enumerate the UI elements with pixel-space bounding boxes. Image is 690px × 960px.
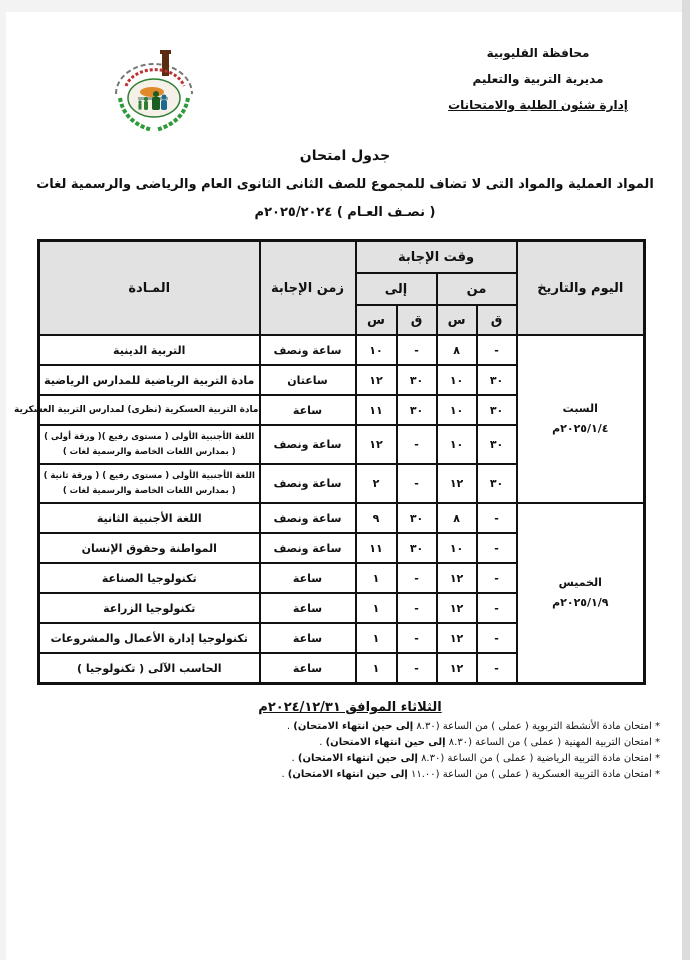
organization-header xyxy=(408,40,668,118)
from-minute: ٣٠ xyxy=(477,395,517,425)
to-minute: ٣٠ xyxy=(397,395,437,425)
table-row xyxy=(39,335,645,365)
note-item xyxy=(40,735,660,751)
subject: اللغة الأجنبية الأولى ( مستوى رفيع )( ورقة أولى ) xyxy=(44,431,255,442)
to-hour: ١٢ xyxy=(356,425,397,464)
duration: ساعة xyxy=(260,623,356,653)
education-logo-icon xyxy=(106,48,202,136)
duration: ساعة ونصف xyxy=(260,533,356,563)
from-minute: ٣٠ xyxy=(477,425,517,464)
subject-note: ( بمدارس اللغات الخاصة والرسمية لغات ) xyxy=(62,446,236,457)
subject: المواطنة وحقوق الإنسان xyxy=(39,533,260,563)
note-text: * امتحان مادة التربية العسكرية ( عملى ) من الساعة (١١.٠٠ xyxy=(407,769,660,780)
header-to: إلى xyxy=(356,273,437,305)
to-hour: ١٢ xyxy=(356,365,397,395)
header-from: من xyxy=(437,273,517,305)
from-hour: ١٠ xyxy=(437,425,477,464)
to-minute: ٣٠ xyxy=(397,365,437,395)
to-hour: ١ xyxy=(356,623,397,653)
practical-exams-notes xyxy=(40,697,660,783)
from-minute: ٣٠ xyxy=(477,365,517,395)
day-date: ٢٠٢٥/١/٤م xyxy=(552,422,609,435)
header-to-hour: س xyxy=(356,305,397,335)
duration: ساعة ونصف xyxy=(260,503,356,533)
subject: الحاسب الآلى ( تكنولوجيا ) xyxy=(39,653,260,684)
to-minute: - xyxy=(397,653,437,684)
from-minute: - xyxy=(477,623,517,653)
to-hour: ١٠ xyxy=(356,335,397,365)
duration: ساعة ونصف xyxy=(260,335,356,365)
from-minute: ٣٠ xyxy=(477,464,517,503)
from-minute: - xyxy=(477,533,517,563)
notes-heading: الثلاثاء الموافق ٢٠٢٤/١٢/٣١م xyxy=(258,700,442,715)
from-minute: - xyxy=(477,503,517,533)
duration: ساعة xyxy=(260,653,356,684)
directorate-name: مديرية التربية والتعليم xyxy=(472,72,604,86)
governorate-name: محافظة القليوبية xyxy=(486,46,590,60)
subject-cell xyxy=(39,425,260,464)
header-duration: زمن الإجابة xyxy=(260,241,356,336)
from-hour: ١٠ xyxy=(437,365,477,395)
header-day-date: اليوم والتاريخ xyxy=(517,241,645,336)
from-hour: ١٠ xyxy=(437,395,477,425)
to-hour: ١ xyxy=(356,593,397,623)
note-text: * امتحان التربية المهنية ( عملى ) من الساعة (٨.٣٠ xyxy=(445,737,660,748)
note-bold: إلى حين انتهاء الامتحان) xyxy=(287,769,408,780)
duration: ساعة ونصف xyxy=(260,425,356,464)
note-bold: إلى حين انتهاء الامتحان) xyxy=(325,737,446,748)
page-edge xyxy=(682,0,690,960)
to-hour: ٢ xyxy=(356,464,397,503)
day-cell-saturday xyxy=(517,335,645,503)
from-hour: ١٢ xyxy=(437,623,477,653)
exam-schedule-table xyxy=(14,239,646,685)
header-to-minute: ق xyxy=(397,305,437,335)
header-subject: المـادة xyxy=(39,241,260,336)
subject: تكنولوجيا إدارة الأعمال والمشروعات xyxy=(39,623,260,653)
from-hour: ٨ xyxy=(437,335,477,365)
from-hour: ١٢ xyxy=(437,593,477,623)
from-hour: ١٢ xyxy=(437,464,477,503)
to-minute: ٣٠ xyxy=(397,503,437,533)
to-minute: - xyxy=(397,623,437,653)
duration: ساعة xyxy=(260,563,356,593)
from-hour: ١٠ xyxy=(437,533,477,563)
to-minute: - xyxy=(397,464,437,503)
duration: ساعة xyxy=(260,395,356,425)
note-bold: إلى حين انتهاء الامتحان) xyxy=(293,721,414,732)
from-hour: ١٢ xyxy=(437,653,477,684)
note-item xyxy=(40,767,660,783)
to-minute: - xyxy=(397,563,437,593)
note-item xyxy=(40,751,660,767)
to-hour: ١ xyxy=(356,653,397,684)
to-minute: - xyxy=(397,425,437,464)
day-name: الخميس xyxy=(558,576,602,589)
note-text: * امتحان مادة الأنشطة التربوية ( عملى ) من الساعة (٨.٣٠ xyxy=(413,721,660,732)
day-date: ٢٠٢٥/١/٩م xyxy=(552,596,609,609)
subject: مادة التربية الرياضية للمدارس الرياضية xyxy=(39,365,260,395)
header-from-hour: س xyxy=(437,305,477,335)
to-hour: ١١ xyxy=(356,395,397,425)
day-cell-thursday xyxy=(517,503,645,684)
subject: اللغة الأجنبية الثانية xyxy=(39,503,260,533)
day-name: السبت xyxy=(562,402,598,415)
from-minute: - xyxy=(477,593,517,623)
duration: ساعة ونصف xyxy=(260,464,356,503)
subject-note: ( بمدارس اللغات الخاصة والرسمية لغات ) xyxy=(62,485,236,496)
from-minute: - xyxy=(477,563,517,593)
note-end: . xyxy=(319,737,326,748)
to-hour: ١١ xyxy=(356,533,397,563)
to-hour: ١ xyxy=(356,563,397,593)
subject: اللغة الأجنبية الأولى ( مستوى رفيع ) ( ورقة ثانية ) xyxy=(43,470,255,481)
subject: التربية الدينية xyxy=(39,335,260,365)
duration: ساعة xyxy=(260,593,356,623)
to-minute: ٣٠ xyxy=(397,533,437,563)
department-name: إدارة شئون الطلبة والامتحانات xyxy=(448,98,628,112)
to-hour: ٩ xyxy=(356,503,397,533)
from-hour: ١٢ xyxy=(437,563,477,593)
note-end: . xyxy=(291,753,298,764)
from-minute: - xyxy=(477,335,517,365)
note-text: * امتحان مادة التربية الرياضية ( عملى ) من الساعة (٨.٣٠ xyxy=(417,753,660,764)
subject: مادة التربية العسكرية (نظرى) لمدارس التربية العسكرية xyxy=(39,395,260,425)
header-answer-time: وقت الإجابة xyxy=(356,241,517,274)
to-minute: - xyxy=(397,593,437,623)
note-end: . xyxy=(281,769,288,780)
note-bold: إلى حين انتهاء الامتحان) xyxy=(297,753,418,764)
to-minute: - xyxy=(397,335,437,365)
document-title: جدول امتحان xyxy=(299,148,391,164)
table-row xyxy=(39,503,645,533)
subject-cell xyxy=(39,464,260,503)
note-item xyxy=(40,719,660,735)
document-subtitle: المواد العملية والمواد التى لا تضاف للمجموع للصف الثانى الثانوى العام والرياضى والرسمية لغات xyxy=(36,177,654,192)
header-from-minute: ق xyxy=(477,305,517,335)
duration: ساعتان xyxy=(260,365,356,395)
note-end: . xyxy=(286,721,294,732)
from-hour: ٨ xyxy=(437,503,477,533)
term-label: ( نصـف العـام ) ٢٠٢٥/٢٠٢٤م xyxy=(254,205,436,220)
from-minute: - xyxy=(477,653,517,684)
subject: تكنولوجيا الزراعة xyxy=(39,593,260,623)
subject: تكنولوجيا الصناعة xyxy=(39,563,260,593)
